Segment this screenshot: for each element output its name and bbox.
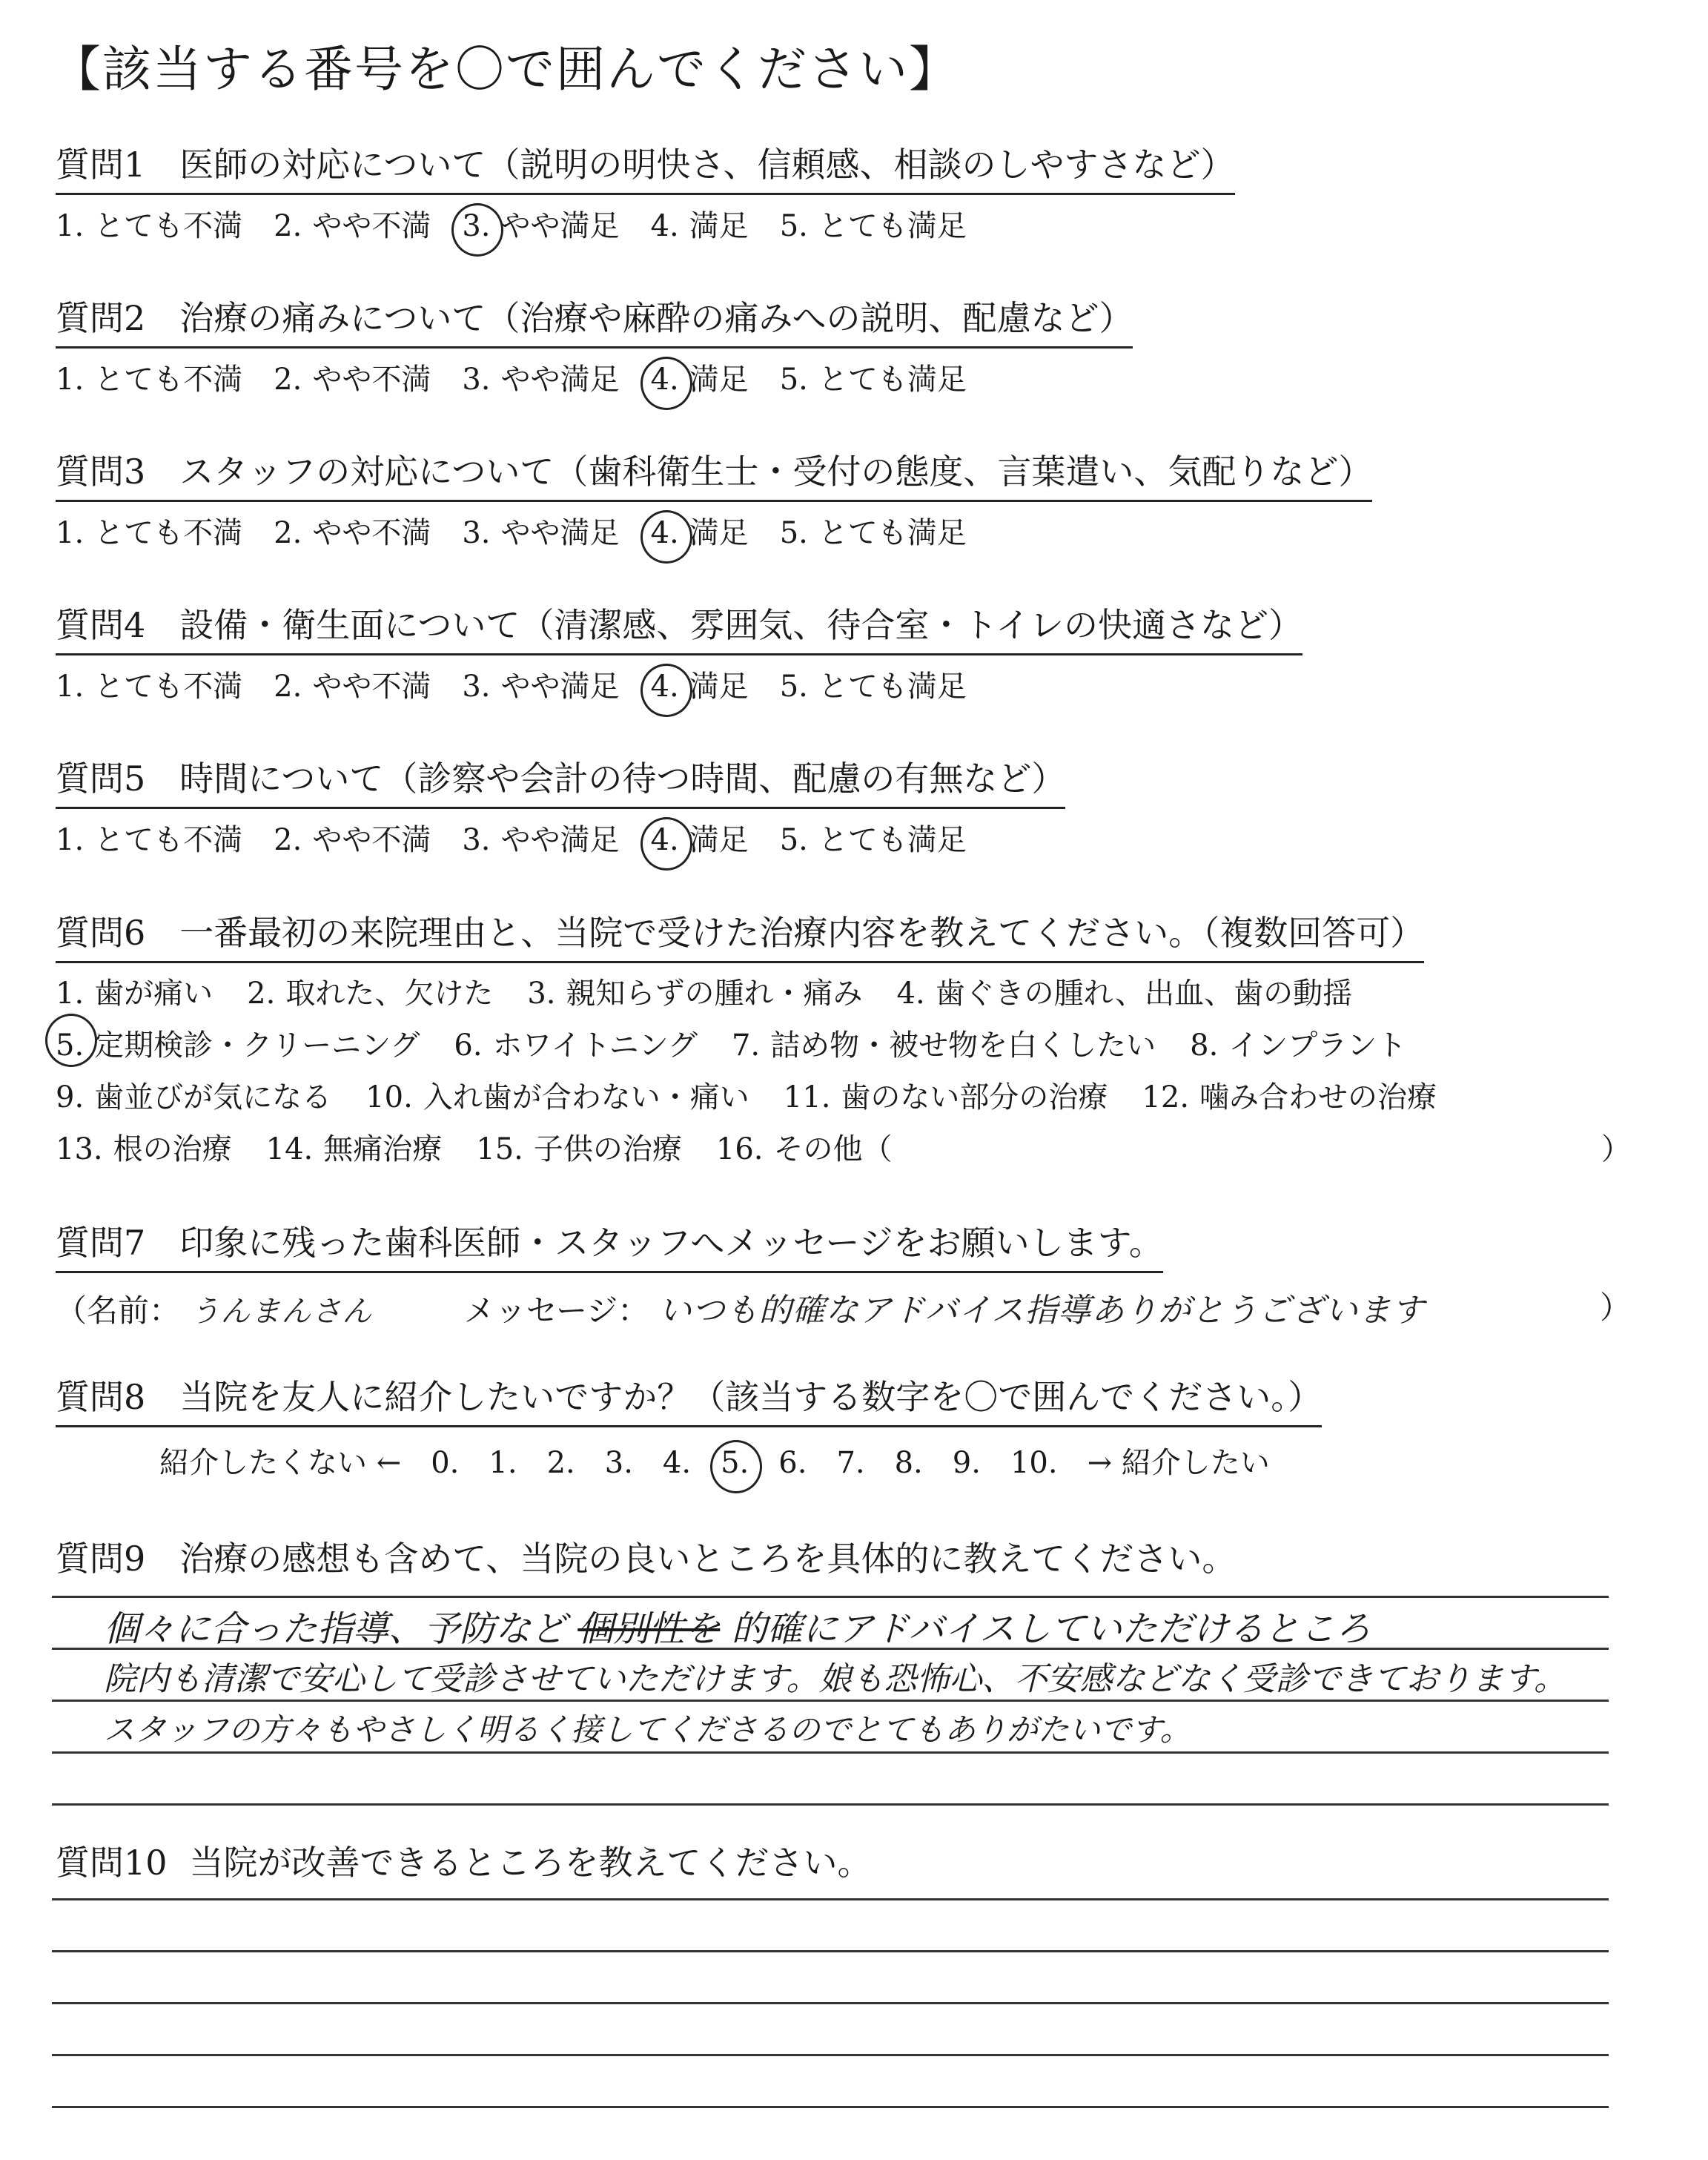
- option-label: やや不満: [312, 209, 431, 243]
- rating-options: [56, 202, 1627, 245]
- question-title: [56, 598, 1302, 655]
- answer-line: [52, 1950, 1609, 1952]
- question-title: [56, 906, 1424, 963]
- question-1: [56, 138, 1627, 245]
- answer-line: [52, 2002, 1609, 2004]
- option-number-circled: 4.: [650, 670, 679, 704]
- option-number: 10.: [365, 1080, 413, 1114]
- question-5: [56, 752, 1627, 859]
- option-label: 満足: [689, 363, 749, 397]
- answer-line: [52, 1751, 1609, 1754]
- question-text: 治療の痛みについて（治療や麻酔の痛みへの説明、配慮など）: [179, 298, 1133, 338]
- option-number-circled: 4.: [650, 823, 679, 857]
- option[interactable]: [56, 663, 242, 705]
- option-label: 親知らずの腫れ・痛み: [566, 977, 863, 1011]
- option-number: 6.: [454, 1028, 483, 1063]
- scale-value[interactable]: 2.: [546, 1446, 575, 1480]
- name-label: （名前：: [56, 1292, 181, 1329]
- option[interactable]: [56, 816, 242, 859]
- option-number: 3.: [462, 670, 491, 704]
- reason-options: [56, 968, 1631, 1175]
- option-number: 3.: [462, 823, 491, 857]
- question-text: 当院を友人に紹介したいですか？（該当する数字を〇で囲んでください。）: [179, 1377, 1323, 1417]
- option-number: 7.: [731, 1028, 761, 1063]
- option-label: とても満足: [818, 823, 967, 857]
- answer-line: [52, 1803, 1609, 1806]
- rating-options: [56, 816, 1627, 859]
- option-label: とても満足: [818, 670, 967, 704]
- option[interactable]: [56, 202, 242, 245]
- option[interactable]: [651, 663, 749, 705]
- question-number: 質問9: [56, 1539, 146, 1579]
- option-number: 1.: [56, 823, 85, 857]
- close-paren: ）: [1601, 1132, 1631, 1166]
- option-number: 5.: [779, 209, 808, 243]
- question-3: [56, 445, 1627, 552]
- option-number: 2.: [274, 823, 302, 857]
- option-label: 満足: [689, 516, 749, 550]
- message-handwritten: いつも的確なアドバイス指導ありがとうございます: [658, 1292, 1426, 1330]
- question-8: [56, 1370, 1627, 1482]
- option-label: とても不満: [94, 516, 243, 550]
- option-label: とても満足: [818, 363, 967, 397]
- question-9: [56, 1532, 1627, 1587]
- question-7: [56, 1216, 1631, 1335]
- question-6: [56, 906, 1631, 1175]
- option-label: やや満足: [500, 363, 620, 397]
- question-title: [56, 138, 1235, 195]
- option-label: 根の治療: [113, 1132, 232, 1166]
- question-number: 質問2: [56, 298, 146, 338]
- question-2: [56, 291, 1627, 398]
- option[interactable]: [462, 356, 619, 398]
- option-label: 定期検診・クリーニング: [94, 1028, 420, 1063]
- scale-value[interactable]: 10.: [1010, 1446, 1058, 1480]
- option[interactable]: [651, 356, 749, 398]
- option[interactable]: [780, 356, 967, 398]
- message-label: メッセージ：: [463, 1292, 649, 1329]
- option[interactable]: [56, 1123, 232, 1175]
- option-label: とても不満: [94, 670, 243, 704]
- close-paren: ）: [1599, 1289, 1631, 1326]
- option[interactable]: [780, 509, 967, 552]
- option-label: 満足: [689, 670, 749, 704]
- option-label: 無痛治療: [323, 1132, 443, 1166]
- answer-line: [52, 2054, 1609, 2056]
- answer-line: [52, 1596, 1609, 1598]
- option-number: 1.: [56, 977, 85, 1011]
- option-number: 2.: [274, 209, 302, 243]
- handwritten-text: 個々に合った指導、予防など: [104, 1608, 567, 1650]
- handwritten-answer-line: [104, 1705, 1191, 1750]
- option-number: 1.: [56, 209, 85, 243]
- option-number: 4.: [896, 977, 925, 1011]
- question-title: [56, 291, 1133, 349]
- option-row: [56, 1123, 1631, 1175]
- option[interactable]: [274, 356, 431, 398]
- scale-value[interactable]: 4.: [662, 1446, 692, 1480]
- question-number: 質問1: [56, 145, 146, 185]
- question-text: 治療の感想も含めて、当院の良いところを具体的に教えてください。: [179, 1539, 1237, 1579]
- option[interactable]: [462, 663, 619, 705]
- question-title: [56, 1532, 1236, 1587]
- handwritten-answer-line: [104, 1652, 1566, 1700]
- handwritten-text: 的確にアドバイスしていただけるところ: [731, 1608, 1371, 1650]
- option-number: 8.: [1190, 1028, 1219, 1063]
- question-number: 質問10: [56, 1843, 168, 1883]
- option[interactable]: [1142, 1071, 1437, 1123]
- option-label: インプラント: [1228, 1028, 1407, 1063]
- option-number: 1.: [56, 363, 85, 397]
- option-label: とても満足: [818, 209, 967, 243]
- option-number-circled: 5.: [56, 1020, 84, 1071]
- option-label: 噛み合わせの治療: [1199, 1080, 1437, 1114]
- option[interactable]: [897, 968, 1353, 1020]
- question-title: [56, 445, 1372, 502]
- option-row: [56, 968, 1627, 1020]
- option[interactable]: [274, 816, 431, 859]
- option-label: 歯ぐきの腫れ、出血、歯の動揺: [935, 977, 1353, 1011]
- scale-value[interactable]: 3.: [604, 1446, 633, 1480]
- question-number: 質問4: [56, 605, 146, 645]
- option-number: 2.: [274, 516, 302, 550]
- question-text: 印象に残った歯科医師・スタッフへメッセージをお願いします。: [179, 1223, 1163, 1263]
- option-label: とても不満: [94, 363, 243, 397]
- option-number: 2.: [247, 977, 276, 1011]
- option[interactable]: [247, 968, 493, 1020]
- option-number: 4.: [650, 209, 679, 243]
- scale-right-label: → 紹介したい: [1087, 1446, 1270, 1480]
- option-label: 歯並びが気になる: [94, 1080, 332, 1114]
- option-number: 13.: [56, 1132, 103, 1166]
- option-number: 16.: [715, 1132, 764, 1166]
- option[interactable]: [780, 816, 967, 859]
- rating-options: [56, 509, 1627, 552]
- option-number: 9.: [56, 1080, 85, 1114]
- option[interactable]: [274, 663, 431, 705]
- handwritten-text: 院内も清潔で安心して受診させていただけます。娘も恐怖心、不安感などなく受診できております。: [104, 1660, 1566, 1698]
- option-label: とても不満: [94, 209, 243, 243]
- option[interactable]: [56, 1071, 331, 1123]
- question-4: [56, 598, 1627, 705]
- option-label: とても不満: [94, 823, 243, 857]
- question-title: [56, 752, 1065, 809]
- page-header: 【該当する番号を〇で囲んでください】: [52, 41, 959, 98]
- option[interactable]: [527, 968, 862, 1020]
- scale-value[interactable]: 9.: [952, 1446, 981, 1480]
- question-text: 一番最初の来院理由と、当院で受けた治療内容を教えてください。（複数回答可）: [179, 913, 1425, 953]
- option-number: 5.: [779, 363, 808, 397]
- option-row: [56, 1020, 1627, 1071]
- option-number: 5.: [779, 670, 808, 704]
- scale-value[interactable]: 8.: [894, 1446, 923, 1480]
- option-label: 入れ歯が合わない・痛い: [423, 1080, 749, 1114]
- question-text: 設備・衛生面について（清潔感、雰囲気、待合室・トイレの快適さなど）: [179, 605, 1303, 645]
- option[interactable]: [784, 1071, 1108, 1123]
- option[interactable]: [266, 1123, 443, 1175]
- option-label: やや不満: [312, 823, 431, 857]
- option[interactable]: [462, 202, 619, 245]
- option-label: やや満足: [500, 823, 620, 857]
- option-number: 11.: [783, 1080, 831, 1114]
- scale-value-circled[interactable]: 5.: [721, 1446, 749, 1480]
- option-number: 15.: [476, 1132, 523, 1166]
- struck-text: 個別性を: [577, 1608, 721, 1650]
- option-number: 3.: [527, 977, 556, 1011]
- question-number: 質問8: [56, 1377, 146, 1417]
- option[interactable]: [56, 968, 213, 1020]
- rating-options: [56, 356, 1627, 398]
- option[interactable]: [274, 202, 431, 245]
- option-label: 歯が痛い: [94, 977, 214, 1011]
- option[interactable]: [462, 816, 619, 859]
- option[interactable]: [365, 1071, 749, 1123]
- option[interactable]: [56, 356, 242, 398]
- option-label: 詰め物・被せ物を白くしたい: [770, 1028, 1156, 1063]
- option[interactable]: [56, 509, 242, 552]
- option-label: やや満足: [500, 516, 620, 550]
- option-label: ホワイトニング: [492, 1028, 698, 1063]
- option-number: 12.: [1142, 1080, 1190, 1114]
- option[interactable]: [780, 663, 967, 705]
- option[interactable]: [274, 509, 431, 552]
- option[interactable]: [462, 509, 619, 552]
- option-number: 5.: [779, 823, 808, 857]
- option-number-circled: 3.: [462, 209, 491, 243]
- question-text: 当院が改善できるところを教えてください。: [189, 1843, 872, 1883]
- option-number: 3.: [462, 363, 491, 397]
- option-label: やや満足: [500, 670, 620, 704]
- question-title: [56, 1370, 1322, 1427]
- option-number: 2.: [274, 670, 302, 704]
- scale-value[interactable]: 1.: [489, 1446, 517, 1480]
- option-number: 1.: [56, 516, 85, 550]
- option-label: やや不満: [312, 670, 431, 704]
- option-label: やや不満: [312, 363, 431, 397]
- question-number: 質問7: [56, 1223, 146, 1263]
- option-number: 3.: [462, 516, 491, 550]
- option-label: 満足: [689, 823, 749, 857]
- option-label: その他（: [773, 1132, 893, 1166]
- option-label: とても満足: [818, 516, 967, 550]
- option-label: 取れた、欠けた: [285, 977, 494, 1011]
- recommend-scale: [159, 1439, 1627, 1482]
- option-row: [56, 1071, 1627, 1123]
- question-text: 医師の対応について（説明の明快さ、信頼感、相談のしやすさなど）: [179, 145, 1235, 185]
- option-number: 1.: [56, 670, 85, 704]
- option-number: 5.: [779, 516, 808, 550]
- option[interactable]: [476, 1123, 682, 1175]
- option[interactable]: [732, 1020, 1156, 1071]
- question-number: 質問3: [56, 452, 146, 492]
- answer-line: [52, 2106, 1609, 2108]
- question-number: 質問5: [56, 759, 146, 799]
- scale-value[interactable]: 0.: [431, 1446, 460, 1480]
- option-number: 2.: [274, 363, 302, 397]
- scale-value[interactable]: 7.: [836, 1446, 865, 1480]
- name-handwritten: うんまんさん: [190, 1295, 373, 1329]
- option[interactable]: [454, 1020, 698, 1071]
- option[interactable]: [1190, 1020, 1406, 1071]
- answer-line: [52, 1898, 1609, 1900]
- option[interactable]: [780, 202, 967, 245]
- question-text: スタッフの対応について（歯科衛生士・受付の態度、言葉遣い、気配りなど）: [179, 452, 1373, 492]
- option[interactable]: [56, 1020, 420, 1071]
- rating-options: [56, 663, 1627, 705]
- option[interactable]: [651, 509, 749, 552]
- question-10: [56, 1836, 1627, 1891]
- option-label: 歯のない部分の治療: [841, 1080, 1108, 1114]
- option-number-circled: 4.: [650, 363, 679, 397]
- handwritten-answer-line: [104, 1600, 1371, 1651]
- question-title: [56, 1836, 872, 1891]
- option-label: やや満足: [500, 209, 620, 243]
- scale-value[interactable]: 6.: [778, 1446, 807, 1480]
- option-label: 満足: [689, 209, 749, 243]
- answer-line: [52, 1700, 1609, 1702]
- handwritten-text: スタッフの方々もやさしく明るく接してくださるのでとてもありがたいです。: [104, 1711, 1191, 1748]
- option-label: 子供の治療: [533, 1132, 682, 1166]
- option-number: 14.: [265, 1132, 314, 1166]
- question-number: 質問6: [56, 913, 146, 953]
- option[interactable]: [651, 816, 749, 859]
- option[interactable]: [651, 202, 749, 245]
- scale-left-label: 紹介したくない ←: [159, 1446, 402, 1480]
- question-text: 時間について（診察や会計の待つ時間、配慮の有無など）: [179, 759, 1066, 799]
- option[interactable]: [716, 1123, 893, 1175]
- option-label: やや不満: [312, 516, 431, 550]
- option-number-circled: 4.: [650, 516, 679, 550]
- message-line: [56, 1284, 1631, 1335]
- question-title: [56, 1216, 1163, 1273]
